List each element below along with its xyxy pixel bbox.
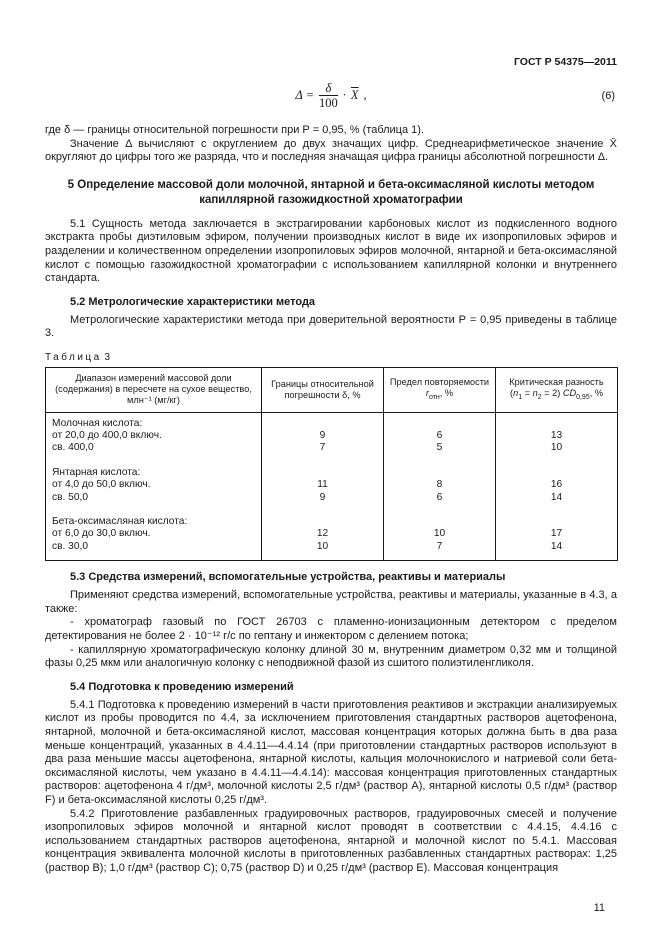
formula-block xyxy=(45,80,617,114)
paragraph-5-4-1: 5.4.1 Подготовка к проведению измерений в части приготовления реактивов и экстракции анализируемых кислот из пробы проводится по 4.4, за исключением приготовления стандартных растворов ацетофенона, янтарной, молочной и бета-оксимасляной кислот, массовая концентрация которых должна быть в два раза меньше концентраций, указанных в 4.4.11—4.4.14 (при приготовлении стандартных растворов используют в два раза меньшие массы ацетофенона, янтарной кислоты, кальция молочнокислого и натриевой соли бета-оксимасляной кислоты, чем указано в 4.4.11—4.4.14): массовая концентрация приготовленных стандартных растворов: ацетофенона 4 г/дм³, молочной кислоты 2,5 г/дм³ (раствор A), янтарной кислоты 0,5 г/дм³ (раствор F) и бета-оксимасляной кислоты 0,25 г/дм³. xyxy=(45,698,617,806)
delta-value: 10 xyxy=(316,540,329,552)
acid-range: от 4,0 до 50,0 включ. xyxy=(52,479,151,491)
multiplication-dot: · xyxy=(342,88,346,102)
delta-value: 11 xyxy=(317,479,328,491)
table-caption-number: 3 xyxy=(104,351,111,363)
spacer-line xyxy=(502,418,611,430)
repeatability-value: 10 xyxy=(433,528,446,540)
paragraph-where-delta: где δ — границы относительной погрешности при Р = 0,95, % (таблица 1). xyxy=(45,124,424,136)
acid-range: от 6,0 до 30,0 включ. xyxy=(52,528,151,540)
page-number: 11 xyxy=(593,902,605,914)
repeatability-cell xyxy=(384,462,496,511)
repeatability-cell xyxy=(384,412,496,462)
doc-number: ГОСТ Р 54375—2011 xyxy=(513,56,617,68)
col-header-critical-difference xyxy=(496,367,618,412)
table-caption-label: Таблица xyxy=(45,351,102,363)
spacer-line xyxy=(390,467,489,479)
delta-cell xyxy=(262,412,384,462)
paragraph-5-4-2: 5.4.2 Приготовление разбавленных градуировочных растворов, градуировочных смесей и получение изопропиловых эфиров молочной и янтарной кислот проводят в соответствии с 4.4.15, 4.4.16 с использованием стандартных растворов ацетофенона, янтарной и молочной кислот по 5.4.1. Массовая концентрация эквивалента молочной кислоты в приготовленных разбавленных стандартных растворах: 1,25 (раствор B); 1,0 г/дм³ (раствор C); 0,75 (раствор D) и 0,25 г/дм³ (раствор E). Массовая концентрация xyxy=(45,807,617,874)
delta-value: 9 xyxy=(319,429,326,441)
critical-difference-value: 17 xyxy=(550,528,563,540)
repeatability-value: 6 xyxy=(436,491,443,503)
repeatability-cell xyxy=(384,511,496,561)
critical-difference-value: 14 xyxy=(550,491,563,503)
section-5-title: 5 Определение массовой доли молочной, янтарной и бета-оксимасляной кислоты методом капиллярной газожидкостной хроматографии xyxy=(67,178,595,207)
critical-difference-value: 16 xyxy=(550,479,563,491)
bullet-chromatograph: - хроматограф газовый по ГОСТ 26703 с пламенно-ионизационным детектором с пределом детектирования не более 2 · 10⁻¹² г/с по гептану и инжектором с делением потока; xyxy=(45,616,617,642)
cd-symbol: CD xyxy=(562,387,577,398)
acid-range: от 20,0 до 400,0 включ. xyxy=(52,429,162,441)
fraction-denominator: 100 xyxy=(319,96,338,110)
r-suffix: , % xyxy=(439,387,454,398)
paragraph-rounding-rule: Значение Δ вычисляют с округлением до двух значащих цифр. Среднеарифметическое значение X̄ округляют до цифры того же разряда, что и последняя значащая цифра границы абсолютной погрешности Δ. xyxy=(45,137,617,164)
r-symbol: r xyxy=(425,387,429,398)
critical-difference-value: 10 xyxy=(550,442,563,454)
delta-value: 9 xyxy=(319,491,326,503)
delta-value: 12 xyxy=(316,528,329,540)
cd-open-paren: ( xyxy=(510,387,514,398)
spacer-line xyxy=(268,418,377,430)
repeatability-header-line2 xyxy=(388,388,491,403)
spacer-line xyxy=(502,467,611,479)
table-3-caption xyxy=(45,352,617,363)
col-header-error-limits: Границы относительной погрешности δ, % xyxy=(262,367,384,412)
critical-difference-cell xyxy=(496,511,618,561)
spacer-line xyxy=(390,418,489,430)
spacer-line xyxy=(390,516,489,528)
repeatability-value: 7 xyxy=(436,540,443,552)
table-row-succinic-acid xyxy=(46,462,618,511)
range-cell xyxy=(46,511,262,561)
fraction-numerator: δ xyxy=(319,82,338,96)
cd-equals-two: = 2) xyxy=(541,387,563,398)
n2-subscript: 2 xyxy=(537,393,542,401)
acid-group-name: Янтарная кислота: xyxy=(52,466,141,478)
repeatability-header-line1: Предел повторяемости xyxy=(389,376,490,387)
delta-cell xyxy=(262,511,384,561)
critical-difference-header-line1: Критическая разность xyxy=(509,376,604,387)
cd-equals: = xyxy=(522,387,533,398)
critical-difference-header-line2 xyxy=(500,388,613,403)
delta-value: 7 xyxy=(319,442,326,454)
range-cell xyxy=(46,462,262,511)
spacer-line xyxy=(268,467,377,479)
n2-symbol: n xyxy=(532,387,538,398)
spacer-line xyxy=(268,516,377,528)
paragraph-5-1: 5.1 Сущность метода заключается в экстрагировании карбоновых кислот из подкисленного водного экстракта пробы диэтиловым эфиром, получении производных кислот в виде их изопропиловых эфиров и разделении и количественном определении изопропиловых эфиров молочной, янтарной и бета-оксимасляной кислот с помощью газожидкостной хроматографии с использованием капиллярной колонки и внутреннего стандарта. xyxy=(45,217,617,285)
bullet-capillary-column: - капиллярную хроматографическую колонку длиной 30 м, внутренним диаметром 0,32 мм и толщиной фазы 0,25 мкм или аналогичную колонку с неподвижной фазой из сшитого полиэтиленгликоля. xyxy=(45,643,617,670)
acid-range: св. 50,0 xyxy=(52,491,88,503)
formula-number: (6) xyxy=(601,90,615,102)
formula-lhs: Δ = xyxy=(295,88,315,102)
acid-range: св. 30,0 xyxy=(52,540,88,552)
n1-subscript: 1 xyxy=(518,393,523,401)
delta-cell xyxy=(262,462,384,511)
paragraph-5-2: Метрологические характеристики метода при доверительной вероятности Р = 0,95 приведены в таблице 3. xyxy=(45,313,617,340)
critical-difference-cell xyxy=(496,412,618,462)
repeatability-value: 6 xyxy=(436,429,443,441)
acid-group-name: Бета-оксимасляная кислота: xyxy=(52,515,188,527)
table-3 xyxy=(45,367,618,561)
heading-5-2: 5.2 Метрологические характеристики метода xyxy=(70,295,316,308)
col-header-repeatability xyxy=(384,367,496,412)
col-header-range: Диапазон измерений массовой доли (содержания) в пересчете на сухое вещество, млн⁻¹ (мг/кг) xyxy=(46,367,262,412)
formula-mean-variable: $\overline{X}$ xyxy=(350,88,359,102)
acid-group-name: Молочная кислота: xyxy=(52,417,143,429)
critical-difference-value: 14 xyxy=(550,540,563,552)
paragraph-5-3: Применяют средства измерений, вспомогательные устройства, реактивы и материалы, указанные в 4.3, а также: xyxy=(45,589,617,615)
repeatability-value: 8 xyxy=(436,479,443,491)
acid-range: св. 400,0 xyxy=(52,442,94,454)
critical-difference-cell xyxy=(496,462,618,511)
fraction xyxy=(319,82,338,109)
spacer-line xyxy=(502,516,611,528)
table-row-beta-hydroxybutyric-acid xyxy=(46,511,618,561)
range-cell xyxy=(46,412,262,462)
cd-subscript: 0,95 xyxy=(576,393,590,401)
formula-6 xyxy=(295,82,366,109)
critical-difference-value: 13 xyxy=(550,429,563,441)
n1-symbol: n xyxy=(513,387,519,398)
cd-suffix: , % xyxy=(589,387,603,398)
table-header-row xyxy=(46,367,618,412)
repeatability-value: 5 xyxy=(436,442,443,454)
table-row-lactic-acid xyxy=(46,412,618,462)
r-subscript: отн xyxy=(428,393,440,401)
formula-comma: , xyxy=(363,88,367,102)
heading-5-3: 5.3 Средства измерений, вспомогательные устройства, реактивы и материалы xyxy=(70,571,506,584)
heading-5-4: 5.4 Подготовка к проведению измерений xyxy=(70,680,294,693)
